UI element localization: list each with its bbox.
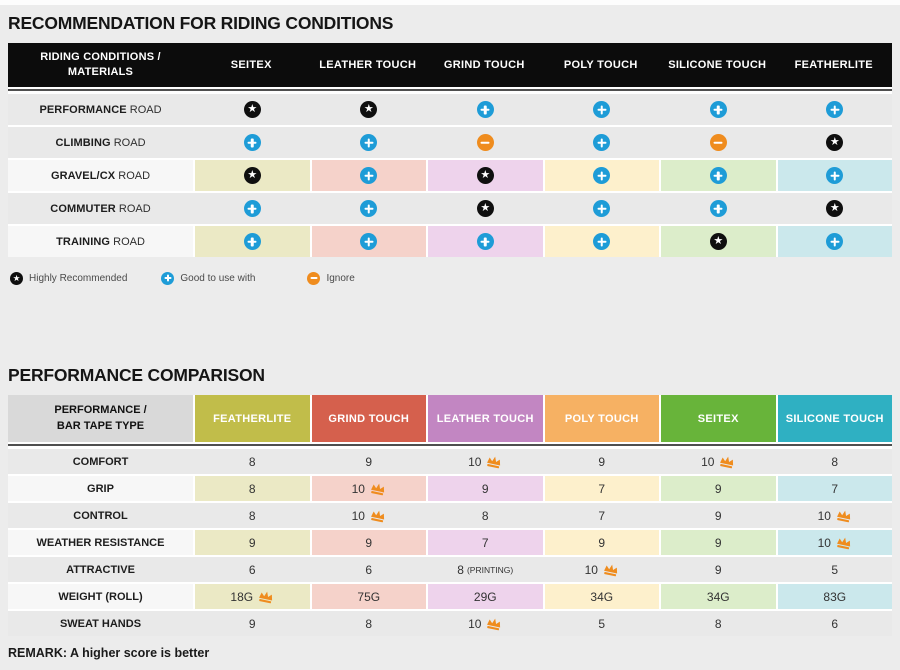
score-cell [545,503,662,528]
row-label-rest: ROAD [126,103,162,116]
performance-header-label-line2: BAR TAPE TYPE [56,419,145,432]
score-value: 7 [481,535,489,550]
row-label: WEIGHT (ROLL) [8,584,195,609]
score-cell [661,503,778,528]
minus-icon [307,272,320,285]
plus-icon [593,167,610,184]
score-cell [661,557,778,582]
riding-conditions-table [8,43,892,257]
plus-icon [593,233,610,250]
score-cell [778,503,893,528]
crown-icon [603,564,619,577]
column-header: SEITEX [230,59,272,71]
score-value: 8 [248,508,256,523]
row-label-bold: CLIMBING [55,136,111,149]
score-cell [312,476,429,501]
table-row [8,226,892,257]
crown-icon [370,510,386,523]
score-value: 6 [365,562,373,577]
score-cell [661,584,778,609]
score-value: 10 [468,454,482,469]
score-cell [661,449,778,474]
table-row [8,193,892,224]
row-label-rest: ROAD [110,136,146,149]
score-cell [195,584,312,609]
plus-icon [360,134,377,151]
row-label [8,226,195,257]
score-value: 10 [468,616,482,631]
score-cell [428,557,545,582]
score-value: 8 [831,454,839,469]
score-cell [545,476,662,501]
score-cell [545,584,662,609]
score-cell [312,584,429,609]
score-cell [312,503,429,528]
score-cell [778,476,893,501]
column-header: SEITEX [661,395,778,442]
row-label-bold: GRAVEL/CX [50,169,116,182]
column-header: POLY TOUCH [563,59,638,71]
plus-icon [477,101,494,118]
legend-item [161,272,255,285]
row-label-bold: COMMUTER [50,202,116,215]
rating-cell [195,226,312,257]
row-label: WEATHER RESISTANCE [8,530,195,555]
score-cell [195,530,312,555]
header-divider [8,89,892,91]
score-value: 18G [230,589,254,604]
table-row [8,160,892,191]
crown-icon [836,537,852,550]
star-icon: ★ [10,272,23,285]
score-value: 8 [481,508,489,523]
remark-note: REMARK: A higher score is better [8,646,210,660]
score-cell [778,557,893,582]
score-cell [195,503,312,528]
score-value: 10 [817,535,831,550]
crown-icon [370,483,386,496]
score-value: 9 [365,535,373,550]
score-value: 10 [701,454,715,469]
rating-cell [428,94,545,125]
star-icon: ★ [477,167,494,184]
column-header: FEATHERLITE [195,395,312,442]
rating-cell [778,193,893,224]
rating-cell [428,127,545,158]
star-icon: ★ [477,200,494,217]
score-cell [545,557,662,582]
riding-conditions-title: RECOMMENDATION FOR RIDING CONDITIONS [8,13,394,33]
column-header: POLY TOUCH [545,395,662,442]
star-icon: ★ [826,200,843,217]
row-label: CONTROL [73,509,128,522]
performance-header-label [8,395,195,442]
column-header: LEATHER TOUCH [428,395,545,442]
table-row [8,94,892,125]
plus-icon [593,200,610,217]
rating-cell [545,127,662,158]
row-label: GRIP [8,476,195,501]
plus-icon [826,167,843,184]
table-row [8,503,892,528]
rating-cell [545,160,662,191]
score-value: 6 [248,562,256,577]
riding-header-label-line2: MATERIALS [67,66,134,78]
riding-header-label-line1: RIDING CONDITIONS / [40,50,161,63]
score-value: 7 [598,508,606,523]
riding-table-header-row [8,43,892,87]
rating-cell [195,94,312,125]
legend-item [307,272,354,285]
riding-table-body [8,94,892,257]
column-header: GRIND TOUCH [443,59,525,71]
score-cell [428,584,545,609]
row-label: ATTRACTIVE [66,563,135,576]
score-cell [428,476,545,501]
score-value: 10 [584,562,598,577]
score-value: 6 [831,616,839,631]
row-label: SWEAT HANDS [59,617,142,630]
star-icon: ★ [710,233,727,250]
plus-icon [826,101,843,118]
plus-icon [477,233,494,250]
score-cell [195,449,312,474]
table-row [8,530,892,555]
score-value: 29G [473,589,497,604]
table-row [8,611,892,636]
plus-icon [360,233,377,250]
row-label-rest: ROAD [110,235,145,248]
score-value: 10 [351,508,365,523]
score-cell [195,557,312,582]
plus-icon [710,200,727,217]
score-value: 9 [598,535,606,550]
plus-icon [710,167,727,184]
score-suffix: (PRINTING) [466,564,514,575]
score-value: 34G [590,589,614,604]
score-cell [312,557,429,582]
score-value: 8 [248,454,256,469]
legend-item [10,272,127,285]
column-header: LEATHER TOUCH [319,59,417,71]
score-cell [428,503,545,528]
rating-cell [661,94,778,125]
score-value: 9 [714,508,722,523]
top-strip [0,0,900,5]
performance-comparison-table [8,395,892,636]
score-cell [545,530,662,555]
rating-cell [778,160,893,191]
plus-icon [710,101,727,118]
row-label-rest: ROAD [115,169,151,182]
crown-icon [486,456,502,469]
score-cell [312,611,429,636]
star-icon: ★ [360,101,377,118]
score-cell [312,530,429,555]
score-cell [545,611,662,636]
plus-icon [360,167,377,184]
crown-icon [486,618,502,631]
rating-cell [195,160,312,191]
score-value: 10 [351,481,365,496]
score-cell [195,611,312,636]
performance-table-body [8,449,892,636]
score-value: 9 [598,454,606,469]
score-value: 9 [248,535,256,550]
plus-icon [244,200,261,217]
plus-icon [244,233,261,250]
score-cell [778,584,893,609]
rating-cell [661,193,778,224]
performance-table-header-row [8,395,892,442]
rating-cell [778,127,893,158]
rating-cell [312,193,429,224]
score-cell [312,449,429,474]
crown-icon [836,510,852,523]
score-cell [545,449,662,474]
score-value: 83G [823,589,847,604]
column-header: SILICONE TOUCH [778,395,893,442]
rating-cell [312,127,429,158]
legend-label: Good to use with [180,272,256,284]
score-value: 9 [714,562,722,577]
crown-icon [719,456,735,469]
score-value: 8 [457,562,464,577]
score-cell [195,476,312,501]
riding-header-label [8,50,193,81]
rating-cell [312,160,429,191]
score-value: 9 [481,481,489,496]
score-cell [778,449,893,474]
score-cell [778,530,893,555]
column-header: SILICONE TOUCH [668,59,767,71]
plus-icon [244,134,261,151]
rating-cell [661,127,778,158]
score-cell [661,530,778,555]
row-label [8,94,195,125]
score-value: 75G [357,589,381,604]
column-header: FEATHERLITE [794,59,873,71]
performance-comparison-title: PERFORMANCE COMPARISON [8,365,265,385]
header-divider [8,444,892,446]
row-label-bold: PERFORMANCE [39,103,127,116]
rating-cell [545,94,662,125]
plus-icon [593,101,610,118]
score-value: 7 [598,481,606,496]
rating-cell [195,127,312,158]
score-value: 9 [714,481,722,496]
crown-icon [258,591,274,604]
performance-header-label-line1: PERFORMANCE / [54,404,147,417]
minus-icon [710,134,727,151]
legend [10,271,892,285]
star-icon: ★ [826,134,843,151]
score-value: 8 [714,616,722,631]
score-cell [661,611,778,636]
score-value: 5 [598,616,606,631]
star-icon: ★ [244,101,261,118]
plus-icon [826,233,843,250]
rating-cell [778,94,893,125]
rating-cell [428,193,545,224]
plus-icon [161,272,174,285]
score-value: 9 [714,535,722,550]
score-value: 9 [248,616,256,631]
rating-cell [661,226,778,257]
legend-label: Ignore [326,272,355,284]
column-header: GRIND TOUCH [312,395,429,442]
row-label [8,193,195,224]
row-label [8,160,195,191]
score-value: 34G [706,589,730,604]
score-cell [428,449,545,474]
score-cell [778,611,893,636]
score-value: 8 [248,481,256,496]
rating-cell [428,160,545,191]
table-row [8,557,892,582]
score-value: 8 [365,616,373,631]
score-value: 7 [831,481,839,496]
rating-cell [661,160,778,191]
plus-icon [360,200,377,217]
table-row [8,449,892,474]
row-label: COMFORT [72,455,129,468]
rating-cell [545,193,662,224]
score-value: 10 [817,508,831,523]
score-cell [428,611,545,636]
table-row [8,127,892,158]
score-value: 5 [831,562,839,577]
rating-cell [545,226,662,257]
rating-cell [428,226,545,257]
minus-icon [477,134,494,151]
row-label [8,127,195,158]
score-cell [661,476,778,501]
row-label-bold: TRAINING [56,235,111,248]
score-value: 9 [365,454,373,469]
table-row [8,584,892,609]
legend-label: Highly Recommended [29,272,128,284]
score-cell [428,530,545,555]
row-label-rest: ROAD [115,202,151,215]
rating-cell [778,226,893,257]
rating-cell [312,226,429,257]
plus-icon [593,134,610,151]
rating-cell [312,94,429,125]
star-icon: ★ [244,167,261,184]
rating-cell [195,193,312,224]
table-row [8,476,892,501]
